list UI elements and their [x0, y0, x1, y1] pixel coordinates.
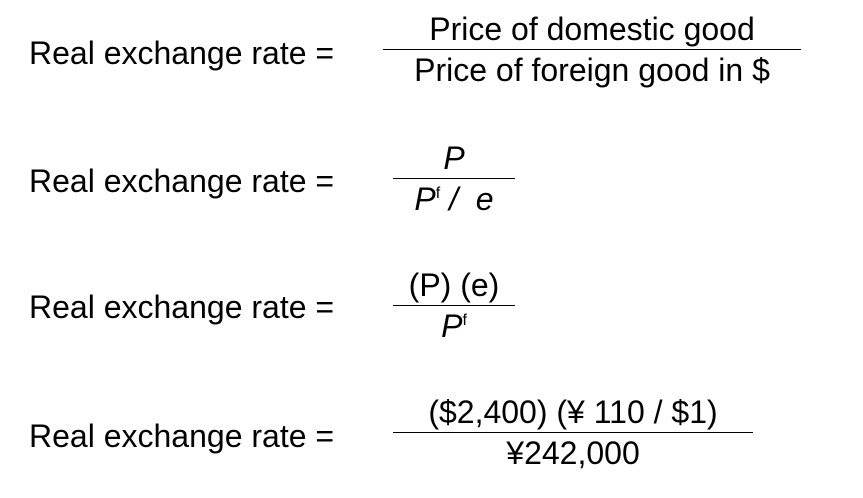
equation-2-lhs: Real exchange rate = [29, 163, 335, 199]
equation-3-denominator-sup: f [462, 312, 467, 329]
equation-2-denominator [393, 179, 515, 219]
equation-1-denominator: Price of foreign good in $ [414, 52, 770, 88]
equation-2-denominator-sup: f [435, 185, 441, 202]
equation-4-denominator: ¥242,000 [506, 435, 640, 471]
equation-1-numerator: Price of domestic good [429, 11, 755, 47]
equation-3-denominator [393, 306, 515, 346]
equation-2-numerator: P [443, 140, 465, 176]
equation-2-denominator-p: P [414, 181, 436, 217]
equation-3-lhs: Real exchange rate = [29, 289, 335, 325]
equation-3-fraction [393, 265, 515, 346]
equation-3-numerator: (P) (e) [408, 267, 500, 303]
equation-2-denominator-rest: / e [440, 181, 494, 217]
equation-1-lhs: Real exchange rate = [29, 35, 335, 71]
equation-1-fraction [383, 9, 801, 90]
equation-4-numerator: ($2,400) (¥ 110 / $1) [428, 394, 718, 430]
equation-2-fraction [393, 138, 515, 219]
equation-4-lhs: Real exchange rate = [29, 418, 335, 454]
equation-3-denominator-p: P [441, 308, 463, 344]
equation-4-fraction [393, 392, 753, 473]
